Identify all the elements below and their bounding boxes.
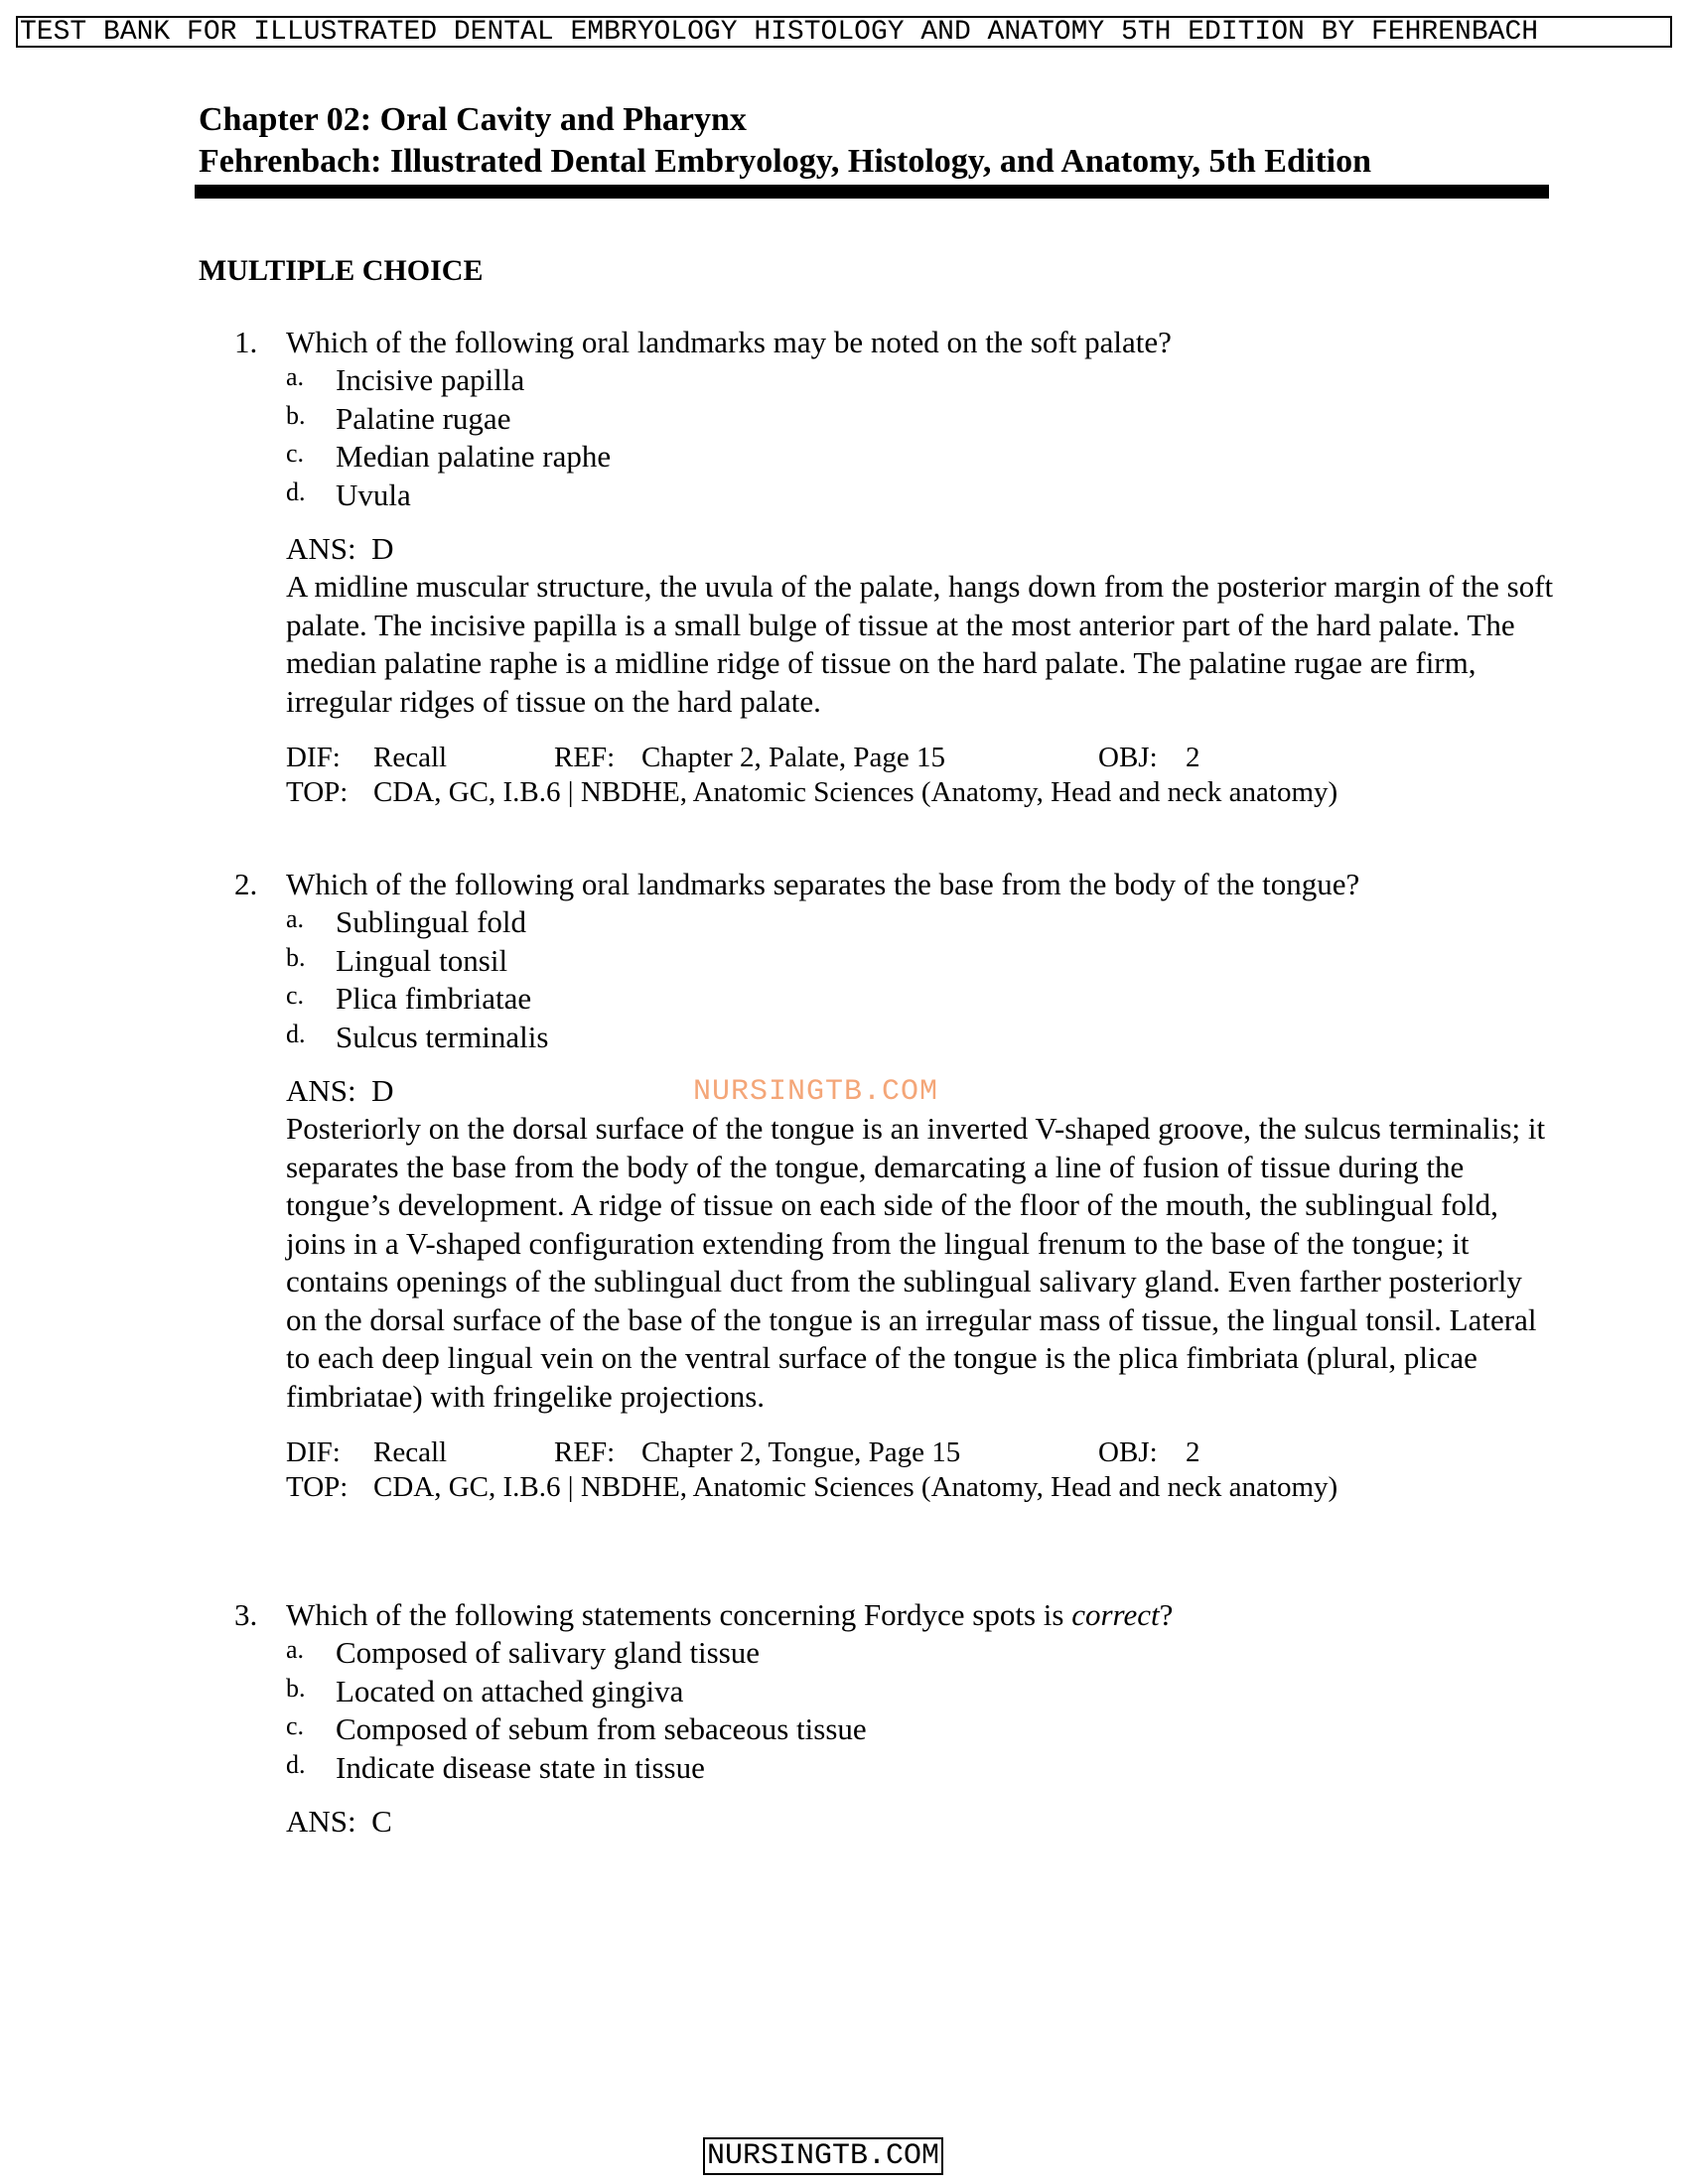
ref-value: Chapter 2, Palate, Page 15 bbox=[641, 742, 946, 773]
obj-value: 2 bbox=[1186, 742, 1200, 773]
option-letter: b. bbox=[286, 400, 306, 430]
option-letter: a. bbox=[286, 362, 305, 391]
option-text: Indicate disease state in tissue bbox=[336, 1749, 705, 1785]
obj-value: 2 bbox=[1186, 1436, 1200, 1468]
option-letter: c. bbox=[286, 1711, 305, 1740]
question-2 bbox=[234, 866, 1555, 1505]
answer-label: ANS: bbox=[286, 1804, 356, 1839]
option-b bbox=[286, 1673, 1555, 1711]
option-text: Sublingual fold bbox=[336, 904, 527, 939]
answer-line bbox=[234, 530, 1555, 568]
rationale: Posteriorly on the dorsal surface of the tongue is an inverted V-shaped groove, the sulcus terminalis; it separates the base from the body of the tongue, demarcating a line of fusion of tissue during the tongue’s development. A ridge of tissue on each side of the floor of the mouth, the sublingual fold, joins in a V-shaped configuration extending from the lingual frenum to the base of the tongue; it contains openings of the sublingual duct from the sublingual salivary gland. Even farther posteriorly on the dorsal surface of the base of the tongue is an irregular mass of tissue, the lingual tonsil. Lateral to each deep lingual vein on the ventral surface of the tongue is the plica fimbriata (plural, plicae fimbriatae) with fringelike projections. bbox=[286, 1111, 1546, 1414]
option-text: Composed of sebum from sebaceous tissue bbox=[336, 1711, 867, 1746]
option-text: Lingual tonsil bbox=[336, 942, 508, 978]
option-text: Composed of salivary gland tissue bbox=[336, 1635, 761, 1670]
option-a bbox=[286, 1634, 1555, 1673]
option-letter: d. bbox=[286, 1749, 306, 1779]
question-text: Which of the following oral landmarks may be noted on the soft palate? bbox=[286, 325, 1172, 359]
top-label: TOP: bbox=[286, 1471, 349, 1503]
option-text: Incisive papilla bbox=[336, 362, 525, 397]
obj-label: OBJ: bbox=[1098, 1436, 1158, 1468]
question-stem bbox=[234, 1596, 1555, 1634]
question-3 bbox=[234, 1596, 1555, 1841]
question-stem bbox=[234, 866, 1555, 903]
option-letter: c. bbox=[286, 439, 305, 468]
answer-value: D bbox=[371, 1073, 394, 1108]
emphasized-word: correct bbox=[1071, 1597, 1160, 1632]
top-value: CDA, GC, I.B.6 | NBDHE, Anatomic Sciences (Anatomy, Head and neck anatomy) bbox=[373, 1471, 1338, 1503]
answer-options bbox=[234, 361, 1555, 514]
ref-label: REF: bbox=[554, 1436, 616, 1468]
footer-stamp: NURSINGTB.COM bbox=[703, 2137, 943, 2175]
question-text: Which of the following statements concerning Fordyce spots is correct? bbox=[286, 1597, 1174, 1632]
answer-options bbox=[234, 1634, 1555, 1787]
option-b bbox=[286, 400, 1555, 439]
ref-value: Chapter 2, Tongue, Page 15 bbox=[641, 1436, 961, 1468]
option-letter: c. bbox=[286, 981, 305, 1010]
option-a bbox=[286, 361, 1555, 400]
option-text: Median palatine raphe bbox=[336, 439, 612, 474]
option-c bbox=[286, 1710, 1555, 1749]
section-title: MULTIPLE CHOICE bbox=[199, 254, 484, 287]
option-c bbox=[286, 980, 1555, 1019]
ref-label: REF: bbox=[554, 742, 616, 773]
chapter-heading bbox=[199, 99, 1549, 183]
book-title: Fehrenbach: Illustrated Dental Embryology, Histology, and Anatomy, 5th Edition bbox=[199, 143, 1372, 180]
question-number: 2. bbox=[234, 867, 258, 901]
question-1 bbox=[234, 324, 1555, 810]
dif-value: Recall bbox=[373, 1436, 448, 1468]
option-letter: b. bbox=[286, 942, 306, 972]
option-text: Located on attached gingiva bbox=[336, 1673, 684, 1708]
option-text: Uvula bbox=[336, 477, 411, 512]
rationale: A midline muscular structure, the uvula of the palate, hangs down from the posterior margin of the soft palate. The incisive papilla is a small bulge of tissue at the most anterior part of the hard palate. The median palatine raphe is a midline ridge of tissue on the hard palate. The palatine rugae are firm, irregular ridges of tissue on the hard palate. bbox=[286, 569, 1554, 719]
option-d bbox=[286, 1019, 1555, 1057]
chapter-title: Chapter 02: Oral Cavity and Pharynx bbox=[199, 101, 747, 138]
dif-label: DIF: bbox=[286, 1436, 341, 1468]
answer-options bbox=[234, 903, 1555, 1056]
option-a bbox=[286, 903, 1555, 942]
question-number: 1. bbox=[234, 325, 258, 359]
question-number: 3. bbox=[234, 1597, 258, 1632]
option-text: Palatine rugae bbox=[336, 400, 511, 436]
top-value: CDA, GC, I.B.6 | NBDHE, Anatomic Sciences (Anatomy, Head and neck anatomy) bbox=[373, 776, 1338, 808]
option-letter: d. bbox=[286, 477, 306, 506]
option-text: Sulcus terminalis bbox=[336, 1019, 549, 1054]
question-metadata bbox=[234, 1435, 1555, 1505]
question-metadata bbox=[234, 741, 1555, 810]
top-label: TOP: bbox=[286, 776, 349, 808]
question-text: Which of the following oral landmarks separates the base from the body of the tongue? bbox=[286, 867, 1360, 901]
heading-rule bbox=[195, 185, 1549, 199]
option-b bbox=[286, 942, 1555, 981]
option-d bbox=[286, 1749, 1555, 1788]
option-letter: b. bbox=[286, 1673, 306, 1703]
option-d bbox=[286, 477, 1555, 515]
obj-label: OBJ: bbox=[1098, 742, 1158, 773]
option-text: Plica fimbriatae bbox=[336, 981, 532, 1016]
answer-value: D bbox=[371, 531, 394, 566]
watermark-text: NURSINGTB.COM bbox=[693, 1075, 939, 1109]
answer-label: ANS: bbox=[286, 531, 356, 566]
dif-label: DIF: bbox=[286, 742, 341, 773]
answer-label: ANS: bbox=[286, 1073, 356, 1108]
option-c bbox=[286, 438, 1555, 477]
dif-value: Recall bbox=[373, 742, 448, 773]
question-stem bbox=[234, 324, 1555, 361]
answer-line bbox=[234, 1803, 1555, 1841]
test-bank-banner: TEST BANK FOR ILLUSTRATED DENTAL EMBRYOLOGY HISTOLOGY AND ANATOMY 5TH EDITION BY FEHRENBACH bbox=[16, 16, 1672, 48]
option-letter: d. bbox=[286, 1019, 306, 1048]
option-letter: a. bbox=[286, 904, 305, 933]
answer-value: C bbox=[371, 1804, 392, 1839]
option-letter: a. bbox=[286, 1635, 305, 1664]
